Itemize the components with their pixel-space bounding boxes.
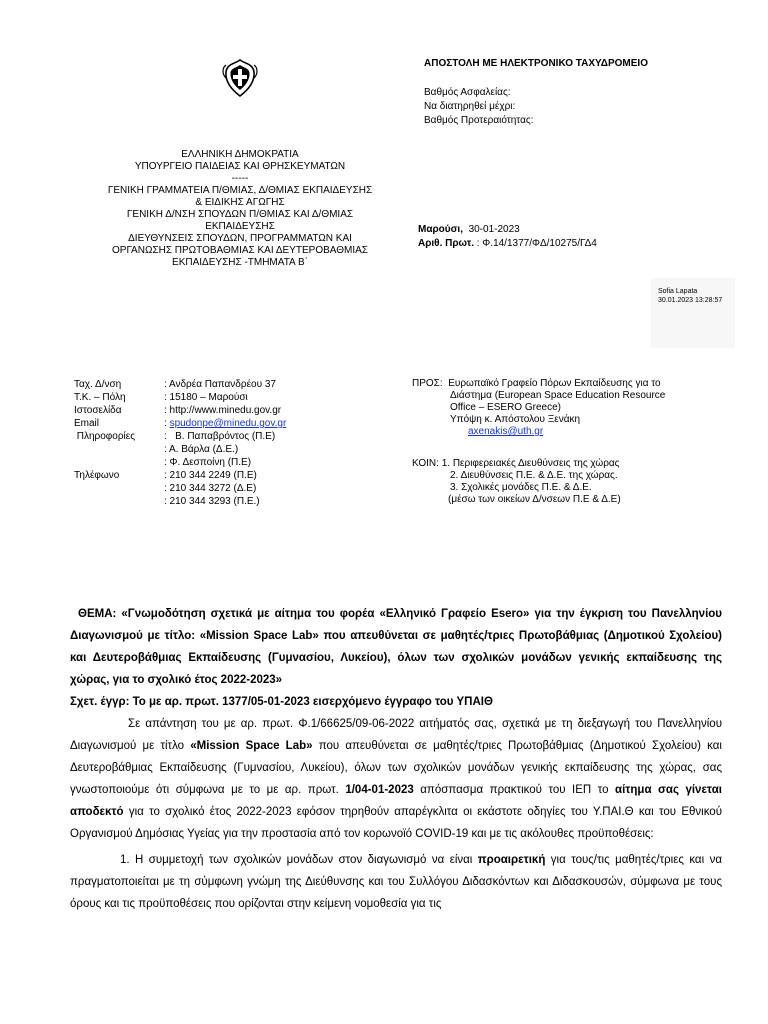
digital-signature xyxy=(651,278,735,348)
date-protocol xyxy=(418,224,748,250)
dispatch-info xyxy=(424,58,744,127)
to-recipient-line: Διάστημα (European Space Education Resource xyxy=(450,390,666,401)
cc-item: 2. Διευθύνσεις Π.Ε. & Δ.Ε. της χώρας. xyxy=(450,470,618,481)
retain-until: Να διατηρηθεί μέχρι: xyxy=(424,101,516,112)
contact-row: : 210 344 3272 (Δ.Ε) xyxy=(164,483,257,494)
paragraph-1: Σε απάντηση του με αρ. πρωτ. Φ.1/66625/09-06-2022 αιτήματός σας, σχετικά με τη διεξαγωγή του Πανελληνίου Διαγωνισμού με τίτλο «Mission Space Lab» που απευθύνεται σε μαθητές/τριες Πρωτοβάθμιας (Δημοτικού Σχολείου) και Δευτεροβάθμιας Εκπαίδευσης (Γυμνασίου, Λυκείου), όλων των σχολικών μονάδων γενικής εκπαίδευσης της χώρας, σας γνωστοποιούμε ότι σύμφωνα με το με αρ. πρωτ. 1/04-01-2023 απόσπασμα πρακτικού του ΙΕΠ το αίτημα σας γίνεται αποδεκτό για το σχολικό έτος 2022-2023 εφόσον τηρηθούν απαρέγκλιτα οι εκάστοτε οδηγίες του Υ.ΠΑΙ.Θ και του Εθνικού Οργανισμού Δημόσιας Υγείας για την προστασία από τον κορωνοϊό COVID-19 και με τις ακόλουθες προϋποθέσεις: xyxy=(70,718,722,840)
contact-row: Ιστοσελίδα : http://www.minedu.gov.gr xyxy=(74,405,282,416)
authority-line: ΕΛΛΗΝΙΚΗ ΔΗΜΟΚΡΑΤΙΑ xyxy=(181,149,299,160)
protocol-number: : Φ.14/1377/ΦΔ/10275/ΓΔ4 xyxy=(476,238,597,249)
date: 30-01-2023 xyxy=(468,224,520,235)
cc-line xyxy=(412,458,732,470)
email-link[interactable]: spudonpe@minedu.gov.gr xyxy=(169,418,287,429)
security-level: Βαθμός Ασφαλείας: xyxy=(424,87,511,98)
cc-label: ΚΟΙΝ: xyxy=(412,458,439,469)
authority-line: ΕΚΠΑΙΔΕΥΣΗΣ -ΤΜΗΜΑΤΑ Β΄ xyxy=(172,257,308,268)
authority-line: ΓΕΝΙΚΗ ΓΡΑΜΜΑΤΕΙΑ Π/ΘΜΙΑΣ, Δ/ΘΜΙΑΣ ΕΚΠΑΙΔΕΥΣΗΣ xyxy=(107,185,373,196)
signer-name: Sofia Lapata xyxy=(658,288,698,295)
place: Μαρούσι, xyxy=(418,224,463,235)
authority-line: & ΕΙΔΙΚΗΣ ΑΓΩΓΗΣ xyxy=(195,197,285,208)
letter-body xyxy=(70,603,722,915)
dispatch-method: ΑΠΟΣΤΟΛΗ ΜΕ ΗΛΕΚΤΡΟΝΙΚΟ ΤΑΧΥΔΡΟΜΕΙΟ xyxy=(424,58,648,69)
paragraph-2: 1. Η συμμετοχή των σχολικών μονάδων στον διαγωνισμό να είναι προαιρετική για τους/τις μαθητές/τριες και να πραγματοποιείται με τη σύμφωνη γνώμη της Διεύθυνσης και του Συλλόγου Διδασκόντων και Διδασκουσών, σύμφωνα με τους όρους και τις προϋποθέσεις που ορίζονται στην κείμενη νομοθεσία για τις xyxy=(70,854,722,910)
authority-line: ΔΙΕΥΘΥΝΣΕΙΣ ΣΠΟΥΔΩΝ, ΠΡΟΓΡΑΜΜΑΤΩΝ ΚΑΙ xyxy=(128,233,352,244)
to-line xyxy=(412,378,732,390)
reference: Σχετ. έγγρ: Το με αρ. πρωτ. 1377/05-01-2023 εισερχόμενο έγγραφο του ΥΠΑΙΘ xyxy=(70,696,493,708)
contact-row: Email : spudonpe@minedu.gov.gr xyxy=(74,418,287,429)
date-line xyxy=(418,224,748,236)
signature-timestamp: 30.01.2023 13:28:57 xyxy=(658,297,723,304)
to-attention-line: Υπόψη κ. Απόστολου Ξενάκη xyxy=(450,414,581,425)
greek-emblem-icon xyxy=(218,56,262,100)
authority-line: ΕΚΠΑΙΔΕΥΣΗΣ xyxy=(205,221,275,232)
to-recipient-line: Office – ESERO Greece) xyxy=(450,402,561,413)
authority-line: ΓΕΝΙΚΗ Δ/ΝΣΗ ΣΠΟΥΔΩΝ Π/ΘΜΙΑΣ ΚΑΙ Δ/ΘΜΙΑΣ xyxy=(126,209,354,220)
protocol-label: Αριθ. Πρωτ. xyxy=(418,238,474,249)
authority-line: ΥΠΟΥΡΓΕΙΟ ΠΑΙΔΕΙΑΣ ΚΑΙ ΘΡΗΣΚΕΥΜΑΤΩΝ xyxy=(134,161,346,172)
recipient-email-link[interactable]: axenakis@uth.gr xyxy=(468,426,544,437)
protocol-line xyxy=(418,238,748,250)
recipients xyxy=(412,378,732,506)
priority-level: Βαθμός Προτεραιότητας: xyxy=(424,115,534,126)
cc-item: 3. Σχολικές μονάδες Π.Ε. & Δ.Ε. xyxy=(450,482,592,493)
contact-details xyxy=(74,378,374,508)
cc-item-note: (μέσω των οικείων Δ/νσεων Π.Ε & Δ.Ε) xyxy=(448,494,621,505)
contact-row: Τ.Κ. – Πόλη : 15180 – Μαρούσι xyxy=(74,392,248,403)
subject: ΘΕΜΑ: «Γνωμοδότηση σχετικά με αίτημα του φορέα «Ελληνικό Γραφείο Esero» για την έγκριση του Πανελληνίου Διαγωνισμού με τίτλο: «Mission Space Lab» που απευθύνεται σε μαθητές/τριες Πρωτοβάθμιας (Δημοτικού Σχολείου) και Δευτεροβάθμιας Εκπαίδευσης (Γυμνασίου, Λυκείου), όλων των σχολικών μονάδων γενικής εκπαίδευσης της χώρας, για το σχολικό έτος 2022-2023» xyxy=(70,608,722,686)
contact-row: Ταχ. Δ/νση : Ανδρέα Παπανδρέου 37 xyxy=(74,379,276,390)
contact-row: : Φ. Δεσποίνη (Π.Ε) xyxy=(164,457,252,468)
contact-row: : 210 344 3293 (Π.Ε.) xyxy=(164,496,260,507)
to-label: ΠΡΟΣ: xyxy=(412,378,443,389)
contact-row: Τηλέφωνο : 210 344 2249 (Π.Ε) xyxy=(74,470,257,481)
issuing-authority xyxy=(80,149,400,269)
authority-separator: ----- xyxy=(231,173,249,184)
authority-line: ΟΡΓΑΝΩΣΗΣ ΠΡΩΤΟΒΑΘΜΙΑΣ ΚΑΙ ΔΕΥΤΕΡΟΒΑΘΜΙΑΣ xyxy=(112,245,368,256)
contact-row: Πληροφορίες : Β. Παπαβρόντος (Π.Ε) xyxy=(74,431,276,442)
to-recipient: Ευρωπαϊκό Γραφείο Πόρων Εκπαίδευσης για το xyxy=(448,378,661,389)
contact-row: : Α. Βάρλα (Δ.Ε.) xyxy=(164,444,239,455)
cc-item: 1. Περιφερειακές Διευθύνσεις της χώρας xyxy=(441,458,620,469)
